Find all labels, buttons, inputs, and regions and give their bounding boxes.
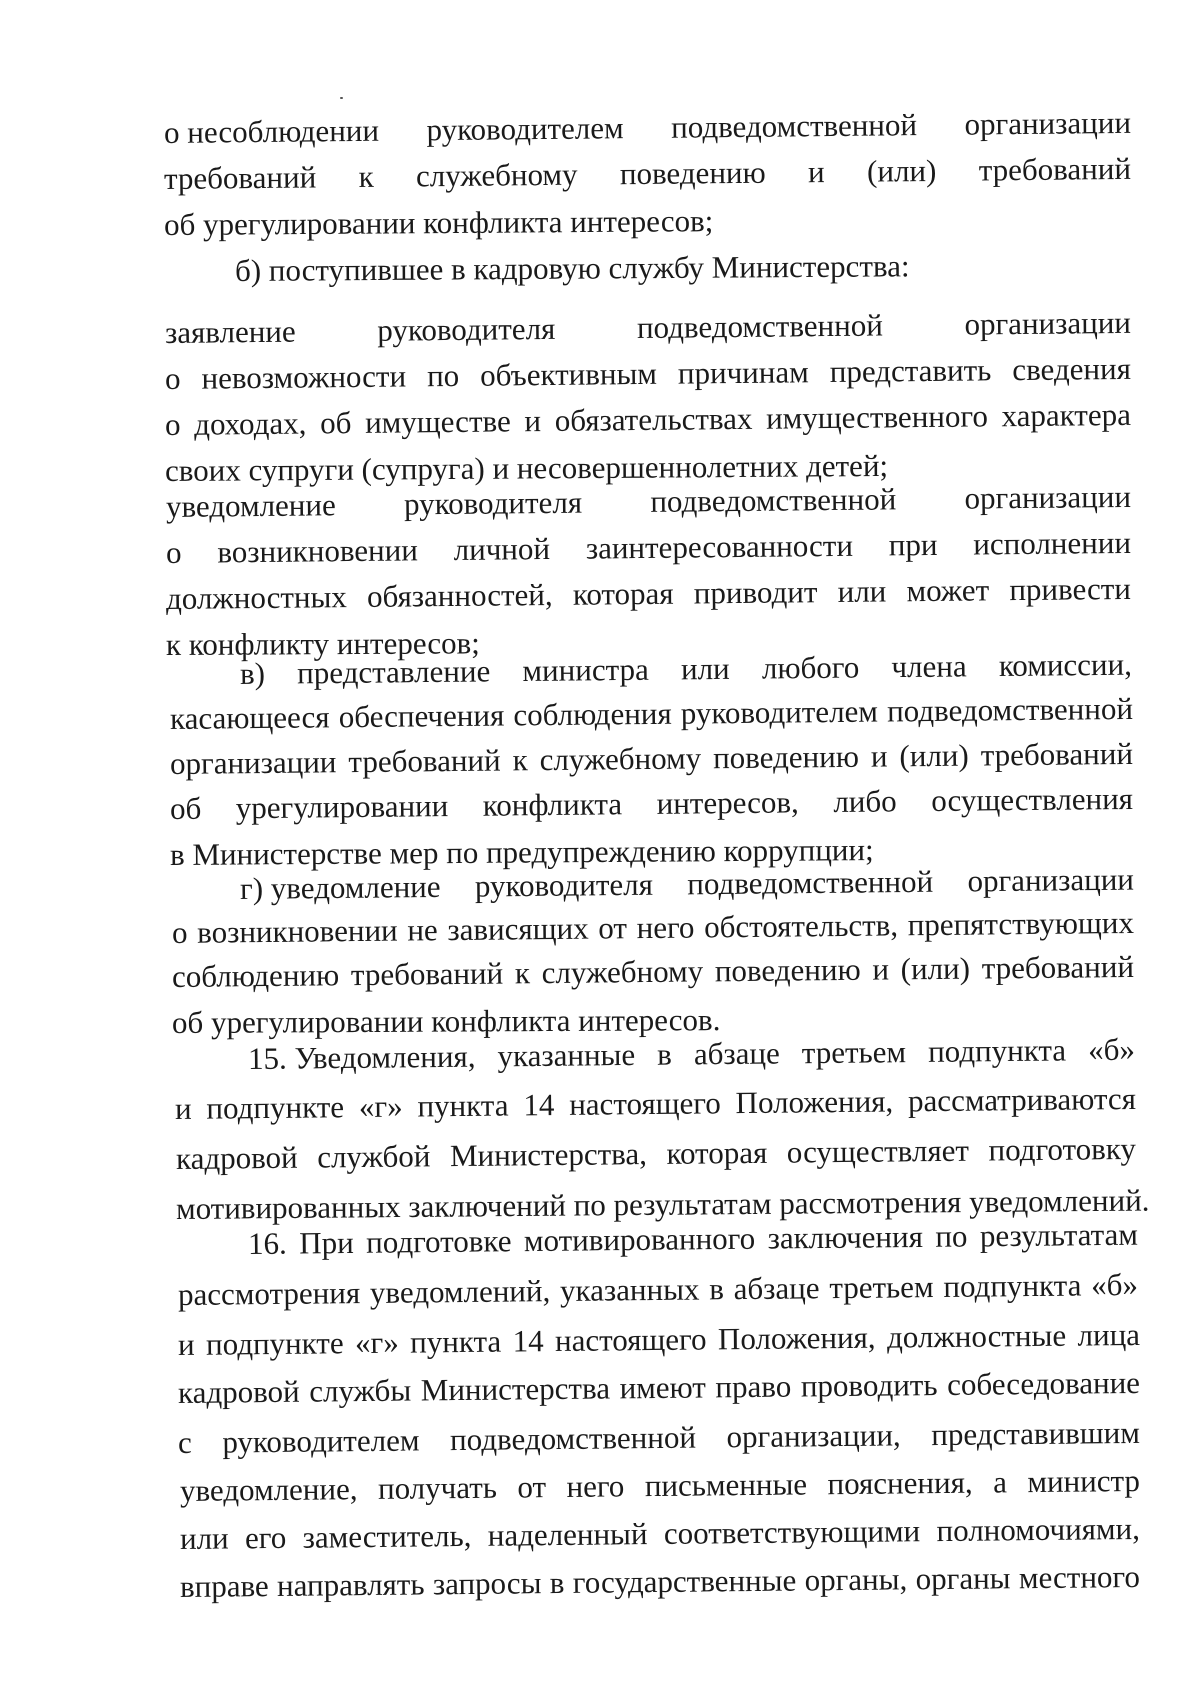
word: препятствующих (907, 904, 1135, 943)
word: г) уведомление (239, 868, 441, 906)
word: об (319, 405, 352, 441)
word: подготовку (988, 1130, 1137, 1168)
word: пояснения, (827, 1464, 973, 1502)
word: доходах, (194, 405, 307, 442)
word: право (715, 1368, 792, 1405)
text-line: мотивированных заключений по результатам рассмотрения уведомлений. (175, 1182, 1150, 1226)
word: руководителем (222, 1422, 420, 1460)
text-line (180, 1558, 1140, 1606)
word: и (870, 738, 888, 774)
word: подведомственной (886, 690, 1134, 729)
word: представить (829, 352, 992, 390)
word: к (514, 955, 531, 991)
word: или (179, 1520, 229, 1556)
word: в (549, 1564, 565, 1601)
word: 16. (247, 1225, 287, 1261)
word: может (906, 572, 990, 609)
text-line: об урегулировании конфликта интересов. (171, 1002, 721, 1040)
word: министра (522, 651, 649, 689)
word: заместитель, (302, 1517, 472, 1555)
word: результатам (979, 1216, 1139, 1254)
text-line (178, 1414, 1140, 1462)
word: требований (350, 955, 504, 993)
text-line (175, 1080, 1136, 1128)
word: служебному (539, 740, 702, 778)
word: и (524, 403, 542, 439)
word: представление (296, 653, 491, 691)
text-line (240, 646, 1132, 693)
text-line (176, 1130, 1136, 1178)
word: получать (377, 1469, 498, 1506)
word: либо (833, 783, 897, 820)
text-line: своих супруги (супруга) и несовершеннолетних детей; (164, 447, 889, 488)
word: любого (761, 649, 860, 686)
word: его (244, 1519, 287, 1556)
word: соответствующими (663, 1513, 921, 1551)
word: Положения, (717, 1319, 876, 1357)
word: запросы (432, 1565, 542, 1602)
word: подпункте (206, 1089, 345, 1126)
word: по (935, 1218, 968, 1254)
word: в (656, 1036, 672, 1072)
text-line (165, 304, 1131, 352)
word: которая (572, 575, 674, 612)
word: обстоятельств, (703, 907, 899, 945)
word: органы (915, 1560, 1011, 1597)
word: личной (453, 530, 551, 567)
word: имущественного (765, 398, 989, 436)
word: комиссии, (998, 646, 1133, 684)
word: (или) (866, 152, 937, 189)
word: подведомственной (449, 1419, 697, 1458)
word: члена (891, 648, 967, 685)
word: подведомственной (687, 863, 934, 902)
word: заявление (164, 313, 296, 350)
word: рассматриваются (907, 1080, 1137, 1119)
word: заключения (767, 1218, 924, 1256)
word: причинам (677, 354, 809, 391)
word: имеют (619, 1369, 707, 1406)
word: руководителя (474, 866, 654, 904)
word: службы (309, 1372, 412, 1409)
word: настоящего (569, 1085, 721, 1122)
word: объективным (479, 355, 658, 393)
word: подготовке (365, 1223, 512, 1260)
word: руководителя (377, 310, 556, 348)
text-line (170, 735, 1133, 783)
word: имуществе (364, 403, 511, 440)
text-line (172, 948, 1134, 996)
text-line (165, 350, 1131, 398)
word: руководителем (426, 110, 624, 148)
word: в (709, 1271, 725, 1307)
word: требований (163, 159, 317, 196)
text-line (164, 150, 1131, 198)
word: возникновении (196, 912, 398, 950)
text-line (166, 524, 1131, 572)
word: представившим (931, 1414, 1141, 1453)
text-line (170, 690, 1133, 738)
word: приводит (693, 574, 818, 611)
word: интересов, (656, 784, 799, 821)
word: организации (169, 744, 337, 781)
word: кадровой (177, 1373, 300, 1410)
word: При (299, 1224, 354, 1261)
word: (или) (900, 950, 971, 987)
word: служебному (415, 156, 578, 194)
word: обеспечения (338, 697, 505, 735)
word: требований (981, 948, 1135, 986)
word: организации (964, 104, 1132, 142)
word: обязанностей, (366, 576, 553, 614)
word: уведомление, (179, 1471, 358, 1508)
word: к (512, 742, 528, 778)
word: наделенный (487, 1516, 648, 1553)
word: абзаце (733, 1270, 820, 1307)
word: организации (964, 478, 1132, 516)
word: государственные (572, 1562, 797, 1600)
word: уведомление (165, 487, 336, 524)
word: осуществляет (786, 1132, 970, 1170)
word: него (566, 1468, 625, 1504)
word: поведению (619, 154, 766, 192)
word: уведомлений, (369, 1273, 551, 1310)
word: Положения, (735, 1083, 894, 1121)
text-line (248, 1031, 1135, 1078)
word: министр (1027, 1462, 1141, 1500)
word: требований (980, 735, 1134, 773)
word: исполнении (973, 524, 1132, 562)
word: пункта (417, 1087, 509, 1124)
word: организации (964, 304, 1132, 342)
word: подведомственной (650, 481, 897, 519)
word: руководителя (403, 484, 583, 522)
word: поведению (712, 738, 860, 776)
word: сведения (1012, 350, 1132, 388)
word: Министерства (420, 1370, 611, 1408)
word: к (358, 158, 374, 194)
text-line (170, 780, 1133, 828)
word: подпункта (943, 1267, 1082, 1304)
word: касающееся (169, 699, 330, 736)
word: службой (317, 1138, 431, 1175)
word: подведомственной (636, 307, 884, 346)
text-line: б) поступившее в кадровую службу Министерства: (234, 248, 910, 288)
word: характера (1001, 396, 1132, 434)
word: вправе (179, 1568, 269, 1604)
word: о (164, 406, 181, 442)
word: абзаце (693, 1035, 780, 1072)
word: служебному (541, 953, 704, 991)
word: подпункте (205, 1325, 344, 1362)
word: урегулировании (235, 788, 449, 826)
word: или (680, 650, 730, 687)
word: третьем (801, 1034, 907, 1071)
word: указанных (559, 1271, 700, 1308)
word: осуществления (931, 780, 1134, 819)
word: требований (978, 150, 1132, 188)
word: привести (1009, 570, 1132, 608)
word: «г» (354, 1324, 399, 1361)
word: должностные (886, 1317, 1067, 1355)
word: обязательствах (554, 400, 753, 438)
word: направлять (276, 1566, 425, 1603)
word: указанные (497, 1036, 636, 1074)
word: пункта (409, 1323, 502, 1360)
word: которая (666, 1134, 768, 1171)
text-line (178, 1316, 1140, 1364)
word: лица (1077, 1316, 1141, 1353)
word: и (174, 1090, 192, 1126)
word: и (807, 154, 825, 190)
word: соблюдению (171, 957, 340, 994)
text-line (166, 570, 1131, 618)
word: «б» (1090, 1266, 1139, 1303)
word: подведомственной (670, 107, 918, 145)
word: и (177, 1326, 195, 1362)
text-line (178, 1364, 1140, 1412)
text-line: об урегулировании конфликта интересов; (163, 203, 714, 242)
word: настоящего (554, 1321, 707, 1359)
word: «б» (1087, 1031, 1136, 1068)
text-line (180, 1462, 1140, 1510)
word: должностных (165, 579, 348, 616)
word: от (598, 910, 628, 946)
word: местного (1018, 1558, 1141, 1596)
word: заинтересованности (585, 527, 854, 566)
word: полномочиями, (936, 1510, 1141, 1549)
word: подпункта (927, 1032, 1067, 1069)
word: о (164, 360, 181, 396)
text-line (165, 396, 1131, 444)
word: «г» (358, 1088, 403, 1125)
text-line (178, 1266, 1138, 1314)
word: руководителем (680, 693, 879, 731)
word: третьем (829, 1269, 934, 1306)
word: поведению (714, 951, 861, 989)
word: о несоблюдении (163, 112, 380, 150)
word: требований (348, 742, 501, 780)
word: в) (239, 655, 266, 691)
scan-speck (340, 97, 343, 99)
word: при (888, 526, 938, 563)
word: 14 (512, 1323, 544, 1359)
word: 14 (523, 1087, 555, 1123)
word: письменные (644, 1466, 808, 1504)
word: конфликта (482, 786, 623, 823)
word: организации, (726, 1417, 901, 1455)
text-line: в Министерстве мер по предупреждению коррупции; (169, 832, 874, 872)
word: с (177, 1424, 192, 1460)
word: или (837, 573, 887, 609)
word: 15. Уведомления, (247, 1038, 476, 1076)
word: об (169, 790, 202, 826)
text-line (172, 904, 1134, 952)
text-line (164, 104, 1131, 152)
word: рассмотрения (177, 1275, 361, 1312)
word: невозможности (201, 358, 407, 396)
word: организации (967, 861, 1135, 899)
word: кадровой (175, 1139, 298, 1176)
word: собеседование (946, 1364, 1141, 1402)
word: (или) (899, 737, 969, 774)
word: о (171, 914, 188, 950)
text-line (248, 1216, 1138, 1263)
word: по (426, 357, 460, 394)
text-line: к конфликту интересов; (165, 625, 480, 662)
word: зависящих (447, 910, 589, 948)
word: мотивированного (523, 1220, 756, 1259)
word: а (992, 1464, 1008, 1500)
word: проводить (800, 1367, 938, 1404)
text-line (240, 861, 1134, 908)
text-line (180, 1510, 1140, 1558)
word: возникновении (217, 532, 419, 570)
word: от (517, 1469, 547, 1505)
word: него (636, 909, 695, 946)
word: не (407, 912, 438, 948)
word: Министерства, (449, 1136, 648, 1174)
word: и (872, 951, 890, 987)
word: о (165, 534, 182, 570)
word: органы, (804, 1561, 908, 1598)
word: соблюдения (513, 695, 672, 733)
